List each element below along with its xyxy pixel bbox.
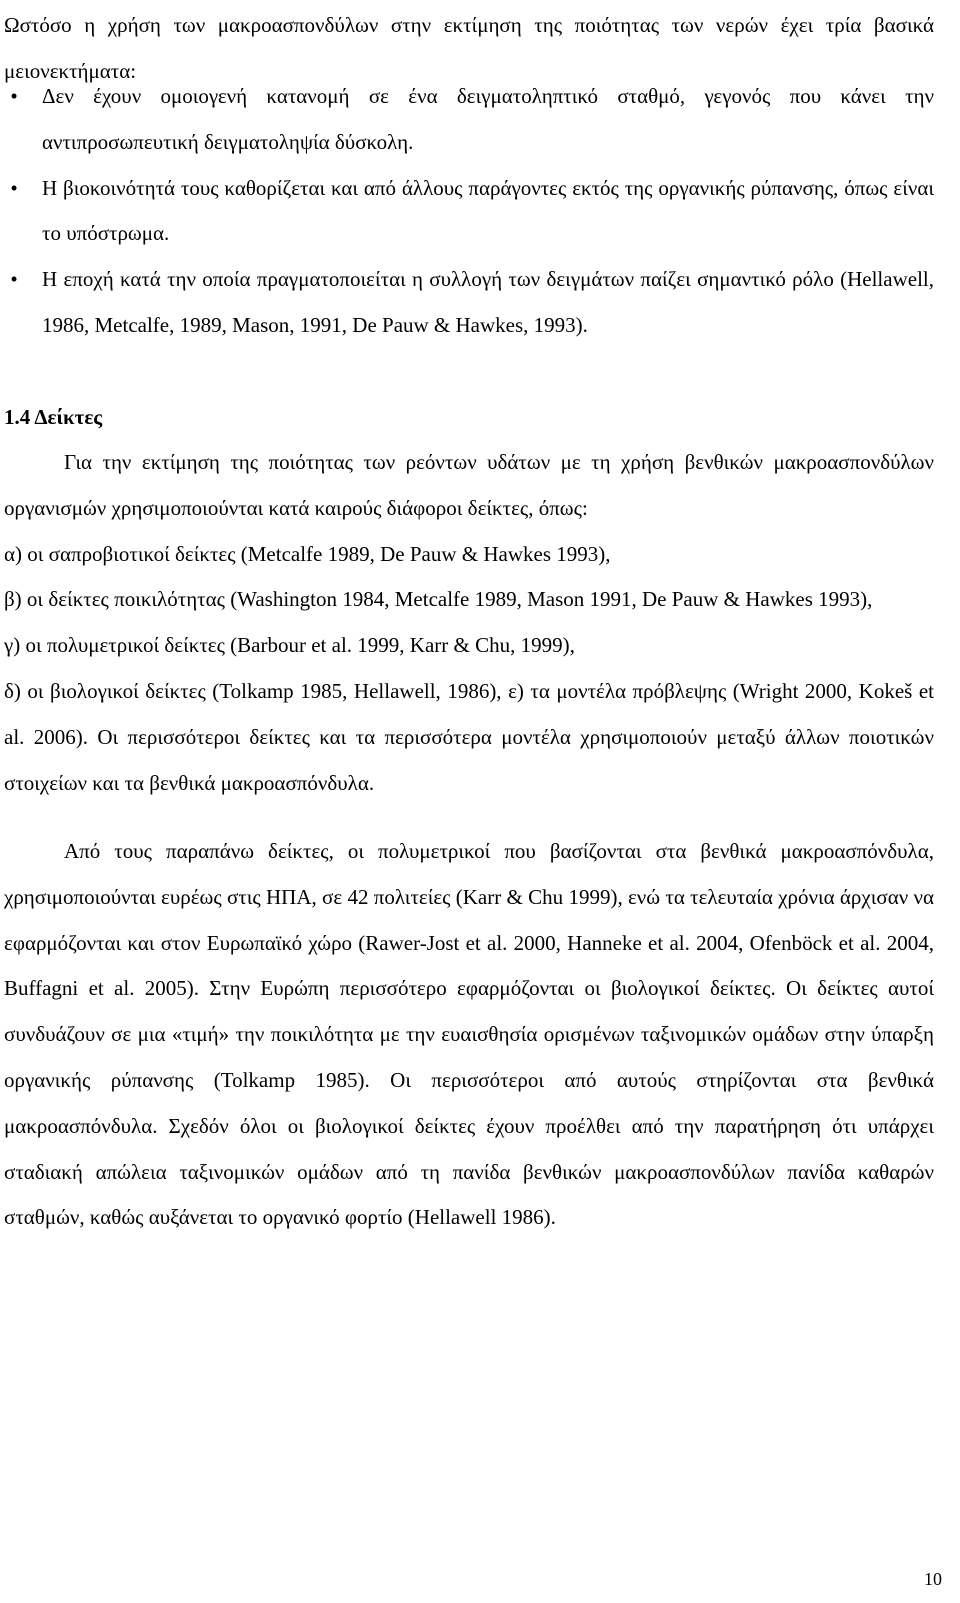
list-item-text: Δεν έχουν ομοιογενή κατανομή σε ένα δειγματοληπτικό σταθμό, γεγονός που κάνει την αντιπροσωπευτική δειγματοληψία δύσκολη.: [42, 84, 934, 154]
list-item: [0, 257, 934, 349]
list-item-text: Η βιοκοινότητά τους καθορίζεται και από άλλους παράγοντες εκτός της οργανικής ρύπανσης, όπως είναι το υπόστρωμα.: [42, 175, 934, 246]
bullet-icon: •: [10, 84, 18, 108]
index-item-d-e: δ) οι βιολογικοί δείκτες (Tolkamp 1985, Hellawell, 1986), ε) τα μοντέλα πρόβλεψης (Wright 2000, Kokeš et al. 2006). Οι περισσότεροι δείκτες και τα περισσότερα μοντέλα χρησιμοποιούν μεταξύ άλλων ποιοτικών στοιχείων και τα βενθικά μακροασπόνδυλα.: [4, 678, 934, 795]
indices-intro-text: Για την εκτίμηση της ποιότητας των ρεόντων υδάτων με τη χρήση βενθικών μακροασπονδύλων οργανισμών χρησιμοποιούνται κατά καιρούς διάφοροι δείκτες, όπως:: [4, 450, 934, 520]
bullet-icon: •: [10, 175, 18, 200]
index-item-a: α) οι σαπροβιοτικοί δείκτες (Metcalfe 1989, De Pauw & Hawkes 1993),: [4, 541, 611, 566]
page-number: 10: [924, 1569, 942, 1589]
section-heading: 1.4 Δείκτες: [4, 405, 103, 429]
list-item-text: Η εποχή κατά την οποία πραγματοποιείται η συλλογή των δειγμάτων παίζει σημαντικό ρόλο (Hellawell, 1986, Metcalfe, 1989, Mason, 1991, De Pauw & Hawkes, 1993).: [42, 267, 934, 337]
index-item-b: β) οι δείκτες ποικιλότητας (Washington 1984, Metcalfe 1989, Mason 1991, De Pauw & Hawkes 1993),: [4, 587, 873, 612]
multimetric-text: Από τους παραπάνω δείκτες, οι πολυμετρικοί που βασίζονται στα βενθικά μακροασπόνδυλα, χρησιμοποιούνται ευρέως στις ΗΠΑ, σε 42 πολιτείες (Karr & Chu 1999), ενώ τα τελευταία χρόνια άρχισαν να εφαρμόζονται και στον Ευρωπαϊκό χώρο (Rawer-Jost et al. 2000, Hanneke et al. 2004, Ofenböck et al. 2004, Buffagni et al. 2005). Στην Ευρώπη περισσότερο εφαρμόζονται οι βιολογικοί δείκτες. Οι δείκτες αυτοί συνδυάζουν σε μια «τιμή» την ποικιλότητα με την ευαισθησία ορισμένων ταξινομικών ομάδων στην ύπαρξη οργανικής ρύπανσης (Tolkamp 1985). Οι περισσότεροι από αυτούς στηρίζονται στα βενθικά μακροασπόνδυλα. Σχεδόν όλοι οι βιολογικοί δείκτες έχουν προέλθει από την παρατήρηση ότι υπάρχει σταδιακή απώλεια ταξινομικών ομάδων από τη πανίδα βενθικών μακροασπονδύλων πανίδα καθαρών σταθμών, καθώς αυξάνεται το οργανικό φορτίο (Hellawell 1986).: [4, 839, 934, 1230]
indices-paragraph: [4, 440, 934, 806]
list-item: [0, 74, 934, 166]
disadvantages-list: [0, 74, 940, 349]
intro-paragraph: Ωστόσο η χρήση των μακροασπονδύλων στην εκτίμηση της ποιότητας των νερών έχει τρία βασικά μειονεκτήματα:: [4, 13, 934, 83]
index-item-c: γ) οι πολυμετρικοί δείκτες (Barbour et al. 1999, Karr & Chu, 1999),: [4, 633, 575, 658]
list-item: [0, 166, 934, 258]
bullet-icon: •: [10, 267, 18, 292]
multimetric-paragraph: [4, 829, 934, 1241]
